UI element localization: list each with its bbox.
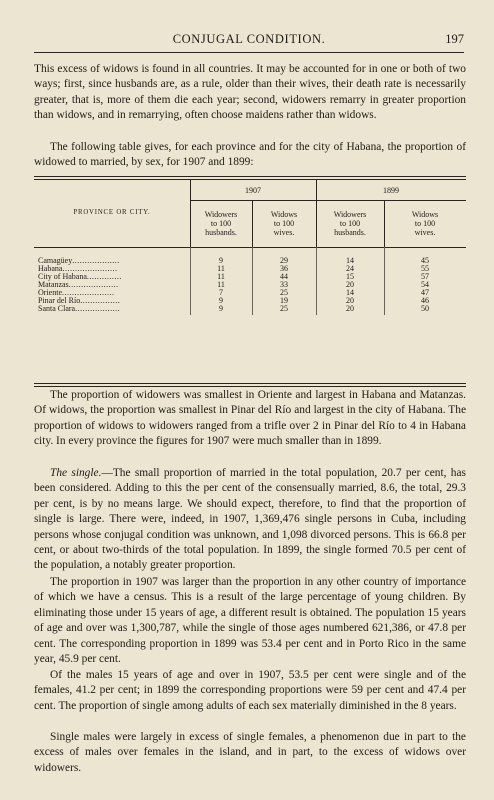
leader-dots: .................. xyxy=(75,305,121,313)
leader-dots: ................... xyxy=(72,257,120,265)
leader-dots: ................ xyxy=(80,297,121,305)
cell-widows-1899: 57 xyxy=(421,272,429,281)
subheader-line: Widowers xyxy=(333,210,367,219)
cell-widows-1899: 50 xyxy=(421,304,429,313)
cell-widowers-1899: 20 xyxy=(346,296,354,305)
col-divider xyxy=(316,247,317,315)
subheader-line: Widows xyxy=(411,210,439,219)
subheader-line: husbands. xyxy=(205,228,237,237)
cell-widows-1907: 25 xyxy=(280,304,288,313)
subheader-line: husbands. xyxy=(334,228,366,237)
table-bottom-double-rule xyxy=(34,383,466,384)
subheader-widows-1907 xyxy=(252,210,316,237)
cell-widowers-1907: 9 xyxy=(219,304,223,313)
row-label xyxy=(38,281,188,289)
year-header-1899: 1899 xyxy=(383,186,399,195)
leader-dots: .................... xyxy=(68,281,119,289)
subheader-line: to 100 xyxy=(273,219,295,228)
subheader-line: to 100 xyxy=(414,219,436,228)
table-top-double-rule xyxy=(34,179,466,180)
cell-widowers-1907: 9 xyxy=(219,256,223,265)
subheader-widowers-1907 xyxy=(190,210,252,237)
cell-widowers-1899: 14 xyxy=(346,288,354,297)
cell-widows-1899: 55 xyxy=(421,264,429,273)
col-divider xyxy=(384,247,385,315)
province-name: Camagüey xyxy=(38,257,73,265)
year-header-1907: 1907 xyxy=(245,186,261,195)
subheader-widows-1899 xyxy=(384,210,466,237)
cell-widowers-1907: 7 xyxy=(219,288,223,297)
cell-widowers-1899: 14 xyxy=(346,256,354,265)
cell-widows-1907: 33 xyxy=(280,280,288,289)
province-name: Oriente xyxy=(38,289,62,297)
paragraph-4-text: —The small proportion of married in the total population, 20.7 per cent, has been considered. Adding to this the per cent of the consensually married, 8.6, the total, 29.3 per cent, is by no means large. We should expect, therefore, to find that the proportion of single is large. There were, indeed, in 1907, 1,369,476 single persons in Cuba, including persons whose conjugal condition was unknown, and 1,098 divorced persons. This is 66.8 per cent, or about two-thirds of the total population. In 1899, the single formed 70.5 per cent of the population, a notably greater proportion. xyxy=(34,467,466,572)
running-header xyxy=(34,32,464,48)
province-name: Santa Clara xyxy=(38,305,76,313)
cell-widowers-1907: 11 xyxy=(217,264,225,273)
subheader-line: Widows xyxy=(270,210,298,219)
subheader-line: to 100 xyxy=(339,219,361,228)
subheader-line: Widowers xyxy=(204,210,238,219)
cell-widows-1899: 54 xyxy=(421,280,429,289)
row-label xyxy=(38,305,188,313)
paragraph-3: The proportion of widowers was smallest in Oriente and largest in Habana and Matanzas. Of widows, the proportion was smallest in Pinar del Río and largest in the city of Habana. The proportion of widows to widowers ranged from a trifle over 2 in Pinar del Río to 4 in Habana city. In every province the figures for 1907 were much smaller than in 1899. xyxy=(34,389,466,448)
subheader-widowers-1899 xyxy=(316,210,384,237)
paragraph-6: Of the males 15 years of age and over in 1907, 53.5 per cent were single and of the females, 41.2 per cent; in 1899 the corresponding proportions were 59 per cent and 47.4 per cent. The proportion of single among adults of each sex materially diminished in the 8 years. xyxy=(34,669,466,712)
province-name: Habana xyxy=(38,265,63,273)
cell-widows-1899: 45 xyxy=(421,256,429,265)
row-label xyxy=(38,265,188,273)
paragraph-4 xyxy=(34,466,466,574)
row-label xyxy=(38,273,188,281)
province-name: City of Habana xyxy=(38,273,87,281)
row-label xyxy=(38,289,188,297)
leader-dots: .............. xyxy=(86,273,122,281)
section-lead-italic: The single. xyxy=(50,467,102,479)
province-header: PROVINCE OR CITY. xyxy=(73,209,151,216)
leader-dots: ..................... xyxy=(62,289,115,297)
paragraph-1: This excess of widows is found in all countries. It may be accounted for in one or both of two ways; first, since husbands are, as a rule, older than their wives, their death rate is necessarily greater, that is, more of them die each year; second, widowers remarry in greater proportion than widows, and in remarrying, often choose maidens rather than widows. xyxy=(34,63,466,122)
cell-widowers-1907: 11 xyxy=(217,280,225,289)
cell-widows-1907: 25 xyxy=(280,288,288,297)
header-bottom-rule xyxy=(34,247,466,248)
paragraph-2: The following table gives, for each province and for the city of Habana, the proportion of widowed to married, by sex, for 1907 and 1899: xyxy=(34,141,466,169)
page-number: 197 xyxy=(445,32,464,46)
province-name: Pinar del Río xyxy=(38,297,81,305)
cell-widows-1907: 44 xyxy=(280,272,288,281)
row-label xyxy=(38,257,188,265)
paragraph-7: Single males were largely in excess of single females, a phenomenon due in part to the excess of males over females in the island, and in part, to the excess of widows over widowers. xyxy=(34,731,466,774)
subheader-line: wives. xyxy=(414,228,436,237)
cell-widows-1899: 46 xyxy=(421,296,429,305)
cell-widows-1907: 36 xyxy=(280,264,288,273)
cell-widows-1907: 19 xyxy=(280,296,288,305)
subheader-line: wives. xyxy=(273,228,295,237)
row-label xyxy=(38,297,188,305)
leader-dots: ...................... xyxy=(62,265,118,273)
header-rule xyxy=(34,52,464,53)
subheader-line: to 100 xyxy=(210,219,232,228)
cell-widowers-1899: 20 xyxy=(346,304,354,313)
cell-widowers-1899: 24 xyxy=(346,264,354,273)
cell-widowers-1907: 9 xyxy=(219,296,223,305)
chapter-title: CONJUGAL CONDITION. xyxy=(172,32,326,46)
col-divider xyxy=(252,247,253,315)
paragraph-5: The proportion in 1907 was larger than the proportion in any other country of importance of which we have a census. This is a result of the large percentage of young children. By eliminating those under 15 years of age, a different result is obtained. The population 15 years of age and over was 1,300,787, while the single of those ages numbered 621,386, or 47.8 per cent. The corresponding proportion in 1899 was 53.4 per cent and in Porto Rico in the same year, 45.9 per cent. xyxy=(34,576,466,666)
cell-widowers-1899: 15 xyxy=(346,272,354,281)
col-divider xyxy=(190,247,191,315)
cell-widows-1907: 29 xyxy=(280,256,288,265)
cell-widowers-1899: 20 xyxy=(346,280,354,289)
year-underline xyxy=(190,200,466,201)
province-name: Matanzas xyxy=(38,281,69,289)
cell-widows-1899: 47 xyxy=(421,288,429,297)
cell-widowers-1907: 11 xyxy=(217,272,225,281)
